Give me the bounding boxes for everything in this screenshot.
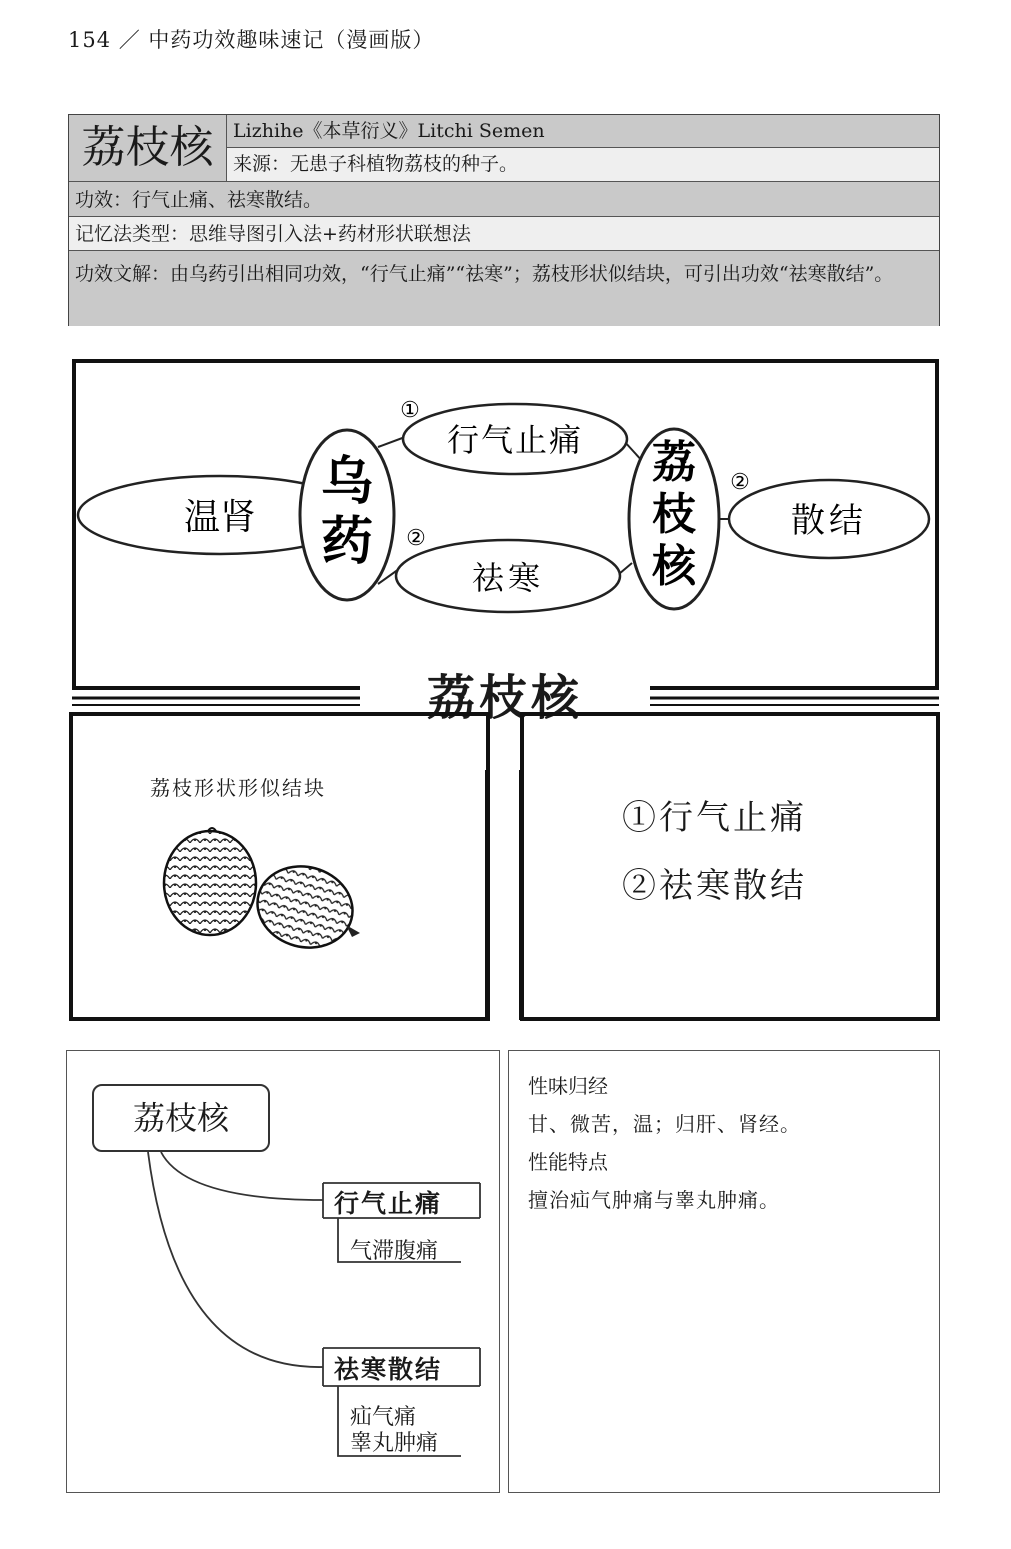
feature-heading: 性能特点 (528, 1150, 608, 1174)
feature-text: 擅治疝气肿痛与睾丸肿痛。 (528, 1188, 780, 1212)
connector-line (619, 563, 632, 574)
node-lizhihe-label-2: 枝 (652, 489, 696, 540)
mindmap-leaf: 气滞腹痛 (350, 1239, 439, 1264)
marker-bottom: ② (406, 526, 426, 551)
lychee-right (248, 856, 361, 955)
banner-title: 荔枝核 (360, 668, 650, 728)
source-line: 来源：无患子科植物荔枝的种子。 (227, 148, 939, 181)
herb-info-table (68, 114, 940, 326)
connector-line (378, 437, 405, 447)
marker-top: ① (400, 398, 420, 423)
nature-text: 甘、微苦，温；归肝、肾经。 (528, 1112, 801, 1136)
branch-curve-2 (148, 1152, 323, 1367)
effect-item-2: ②祛寒散结 (622, 866, 807, 906)
mindmap-leaf: 睾丸肿痛 (350, 1431, 439, 1456)
node-dispel-cold-label: 祛寒 (471, 559, 545, 597)
node-lizhihe-label-3: 核 (652, 541, 696, 592)
mindmap-leaf: 疝气痛 (350, 1405, 417, 1430)
mindmap-branch-2: 祛寒散结 (334, 1355, 443, 1384)
shape-caption: 荔枝形状形似结块 (150, 776, 326, 800)
marker-right: ② (730, 470, 750, 495)
node-lizhihe-label-1: 荔 (652, 437, 696, 488)
association-diagram (72, 359, 939, 690)
mindmap-root: 荔枝核 (92, 1084, 270, 1152)
lychee-illustration (160, 825, 370, 955)
node-wuyao-label-2: 药 (320, 511, 374, 572)
panel-divider (519, 770, 524, 1020)
node-disperse-label: 散结 (791, 501, 867, 541)
pinyin-line: Lizhihe《本草衍义》Litchi Semen (227, 115, 939, 148)
node-wuyao-label-1: 乌 (320, 451, 374, 512)
mindmap-branch-1: 行气止痛 (334, 1189, 443, 1218)
memory-method-line: 记忆法类型：思维导图引入法+药材形状联想法 (69, 217, 939, 251)
node-qi-pain-label: 行气止痛 (446, 421, 584, 459)
lychee-left (164, 831, 256, 935)
explanation-line: 功效文解：由乌药引出相同功效，“行气止痛”“祛寒”；荔枝形状似结块，可引出功效“祛寒散结”。 (69, 251, 939, 326)
node-warm-kidney-label: 温肾 (183, 497, 257, 538)
running-header: 154 ／ 中药功效趣味速记（漫画版） (68, 28, 435, 52)
effect-line: 功效：行气止痛、祛寒散结。 (69, 181, 939, 217)
herb-name: 荔枝核 (69, 115, 227, 181)
effect-item-1: ①行气止痛 (622, 798, 807, 838)
nature-heading: 性味归经 (528, 1074, 608, 1098)
panel-divider (485, 770, 490, 1020)
branch-curve-1 (161, 1152, 323, 1200)
